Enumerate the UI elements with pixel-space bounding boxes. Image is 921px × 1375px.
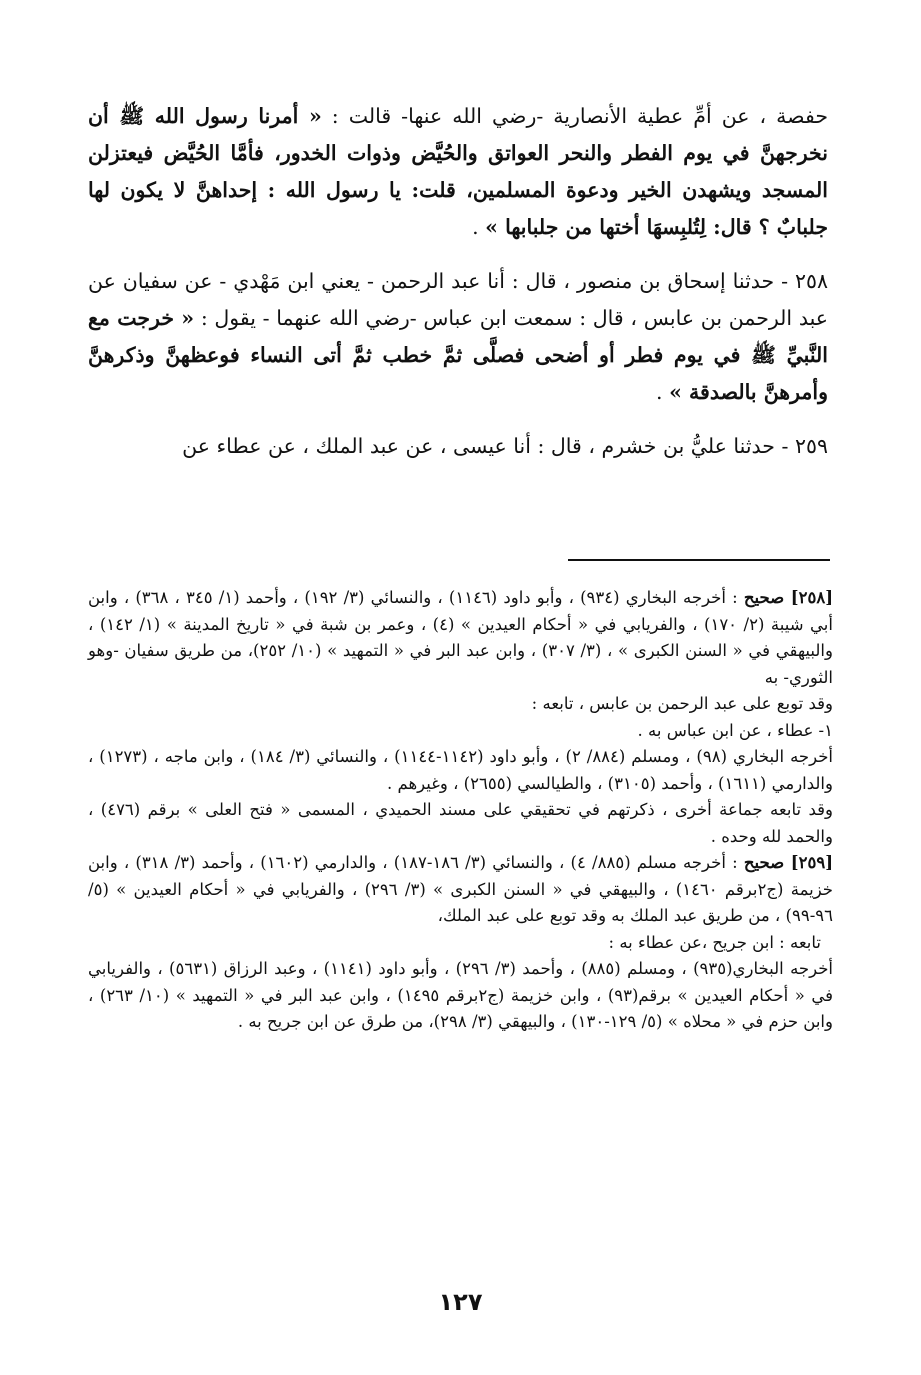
- follow-up-note: وقد تابعه جماعة أخرى ، ذكرتهم في تحقيقي على مسند الحميدي ، المسمى « فتح العلى » برقم (٤٧٦) ، والحمد لله وحده .: [88, 800, 834, 846]
- footnote-text: : أخرجه البخاري (٩٣٤) ، وأبو داود (١١٤٦) ، والنسائي (٣/ ١٩٢) ، وأحمد (١/ ٣٤٥ ، ٣٦٨) ، وابن أبي شيبة (٢/ ١٧٠) ، والفريابي في « أحكام العيدين » (٤) ، وعمر بن شبة في « تاريخ المدينة » (١/ ١٤٢) ، والبيهقي في « السنن الكبرى » ، (٣/ ٣٠٧) ، وابن عبد البر في « التمهيد » (١٠/ ٢٥٢)، من طريق سفيان -وهو الثوري- به: [88, 588, 833, 687]
- follow-up-sources: أخرجه البخاري (٩٨) ، ومسلم (٨٨٤/ ٢) ، وأبو داود (١١٤٢-١١٤٤) ، والنسائي (٣/ ١٨٤) ، وابن ماجه ، (١٢٧٣) ، والدارمي (١٦١١) ، وأحمد (٣١٠٥) ، والطيالسي (٢٦٥٥) ، وغيرهم .: [88, 747, 833, 793]
- follow-up-line: وقد توبع على عبد الرحمن بن عابس ، تابعه :: [531, 694, 833, 713]
- hadith-matn: « خرجت مع النَّبيِّ ﷺ في يوم فطر أو أضحى فصلَّى ثمَّ خطب ثمَّ أتى النساء فوعظهنَّ وذكرهنَّ وأمرهنَّ بالصدقة »: [88, 306, 828, 404]
- footnote-label: [٢٥٨] صحيح: [743, 588, 833, 607]
- footnote-text: : أخرجه مسلم (٨٨٥/ ٤) ، والنسائي (٣/ ١٨٦-١٨٧) ، والدارمي (١٦٠٢) ، وأحمد (٣/ ٣١٨) ، وابن خزيمة (ج٢برقم ١٤٦٠) ، والبيهقي في « السنن الكبرى » (٣/ ٢٩٦) ، والفريابي في « أحكام العيدين » (٥/ ٩٦-٩٩) ، من طريق عبد الملك به وقد توبع على عبد الملك،: [88, 853, 833, 925]
- page-number: ١٢٧: [438, 1288, 483, 1316]
- hadith-paragraph-1: [88, 98, 828, 246]
- footnotes: [88, 585, 833, 1036]
- hadith-matn: « أمرنا رسول الله ﷺ أن نخرجهنَّ في يوم الفطر والنحر العواتق والحُيَّض وذوات الخدور، فأمَّا الحُيَّض فيعتزلن المسجد ويشهدن الخير ودعوة المسلمين، قلت: يا رسول الله : إحداهنَّ لا يكون لها جلبابٌ ؟ قال: لِتُلبِسهَا أختها من جلبابها »: [88, 104, 828, 239]
- follow-up-line: تابعه : ابن جريح ،عن عطاء به :: [608, 932, 821, 952]
- paragraph-end: .: [656, 380, 670, 404]
- hadith-paragraph-259: [88, 428, 828, 465]
- follow-up-sources: أخرجه البخاري(٩٣٥) ، ومسلم (٨٨٥) ، وأحمد (٣/ ٢٩٦) ، وأبو داود (١١٤١) ، وعبد الرزاق (٥٦٣١) ، والفريابي في « أحكام العيدين » برقم(٩٣) ، وابن خزيمة (ج٢برقم ١٤٩٥) ، وابن عبد البر في « التمهيد » (١٠/ ٢٦٣) ، وابن حزم في « محلاه » (٥/ ١٢٩-١٣٠) ، والبيهقي (٣/ ٢٩٨)، من طرق عن ابن جريح به .: [88, 959, 834, 1031]
- hadith-paragraph-258: [88, 263, 828, 411]
- paragraph-end: .: [472, 215, 486, 239]
- footnote-259: [88, 850, 833, 930]
- narration-chain: ٢٥٩ - حدثنا عليُّ بن خشرم ، قال : أنا عيسى ، عن عبد الملك ، عن عطاء عن: [182, 434, 828, 458]
- narration-chain: ٢٥٨ - حدثنا إسحاق بن منصور ، قال : أنا عبد الرحمن - يعني ابن مَهْدي - عن سفيان عن عبد الرحمن بن عابس ، قال : سمعت ابن عباس -رضي الله عنهما - يقول :: [88, 269, 828, 330]
- narration-chain: حفصة ، عن أمِّ عطية الأنصارية -رضي الله عنها- قالت :: [321, 104, 828, 128]
- footnote-label: [٢٥٩] صحيح: [743, 853, 833, 872]
- footnote-258: [88, 585, 833, 691]
- follow-up-item: ١- عطاء ، عن ابن عباس به .: [637, 720, 833, 740]
- footnote-separator: [568, 559, 830, 561]
- main-text: [88, 98, 828, 482]
